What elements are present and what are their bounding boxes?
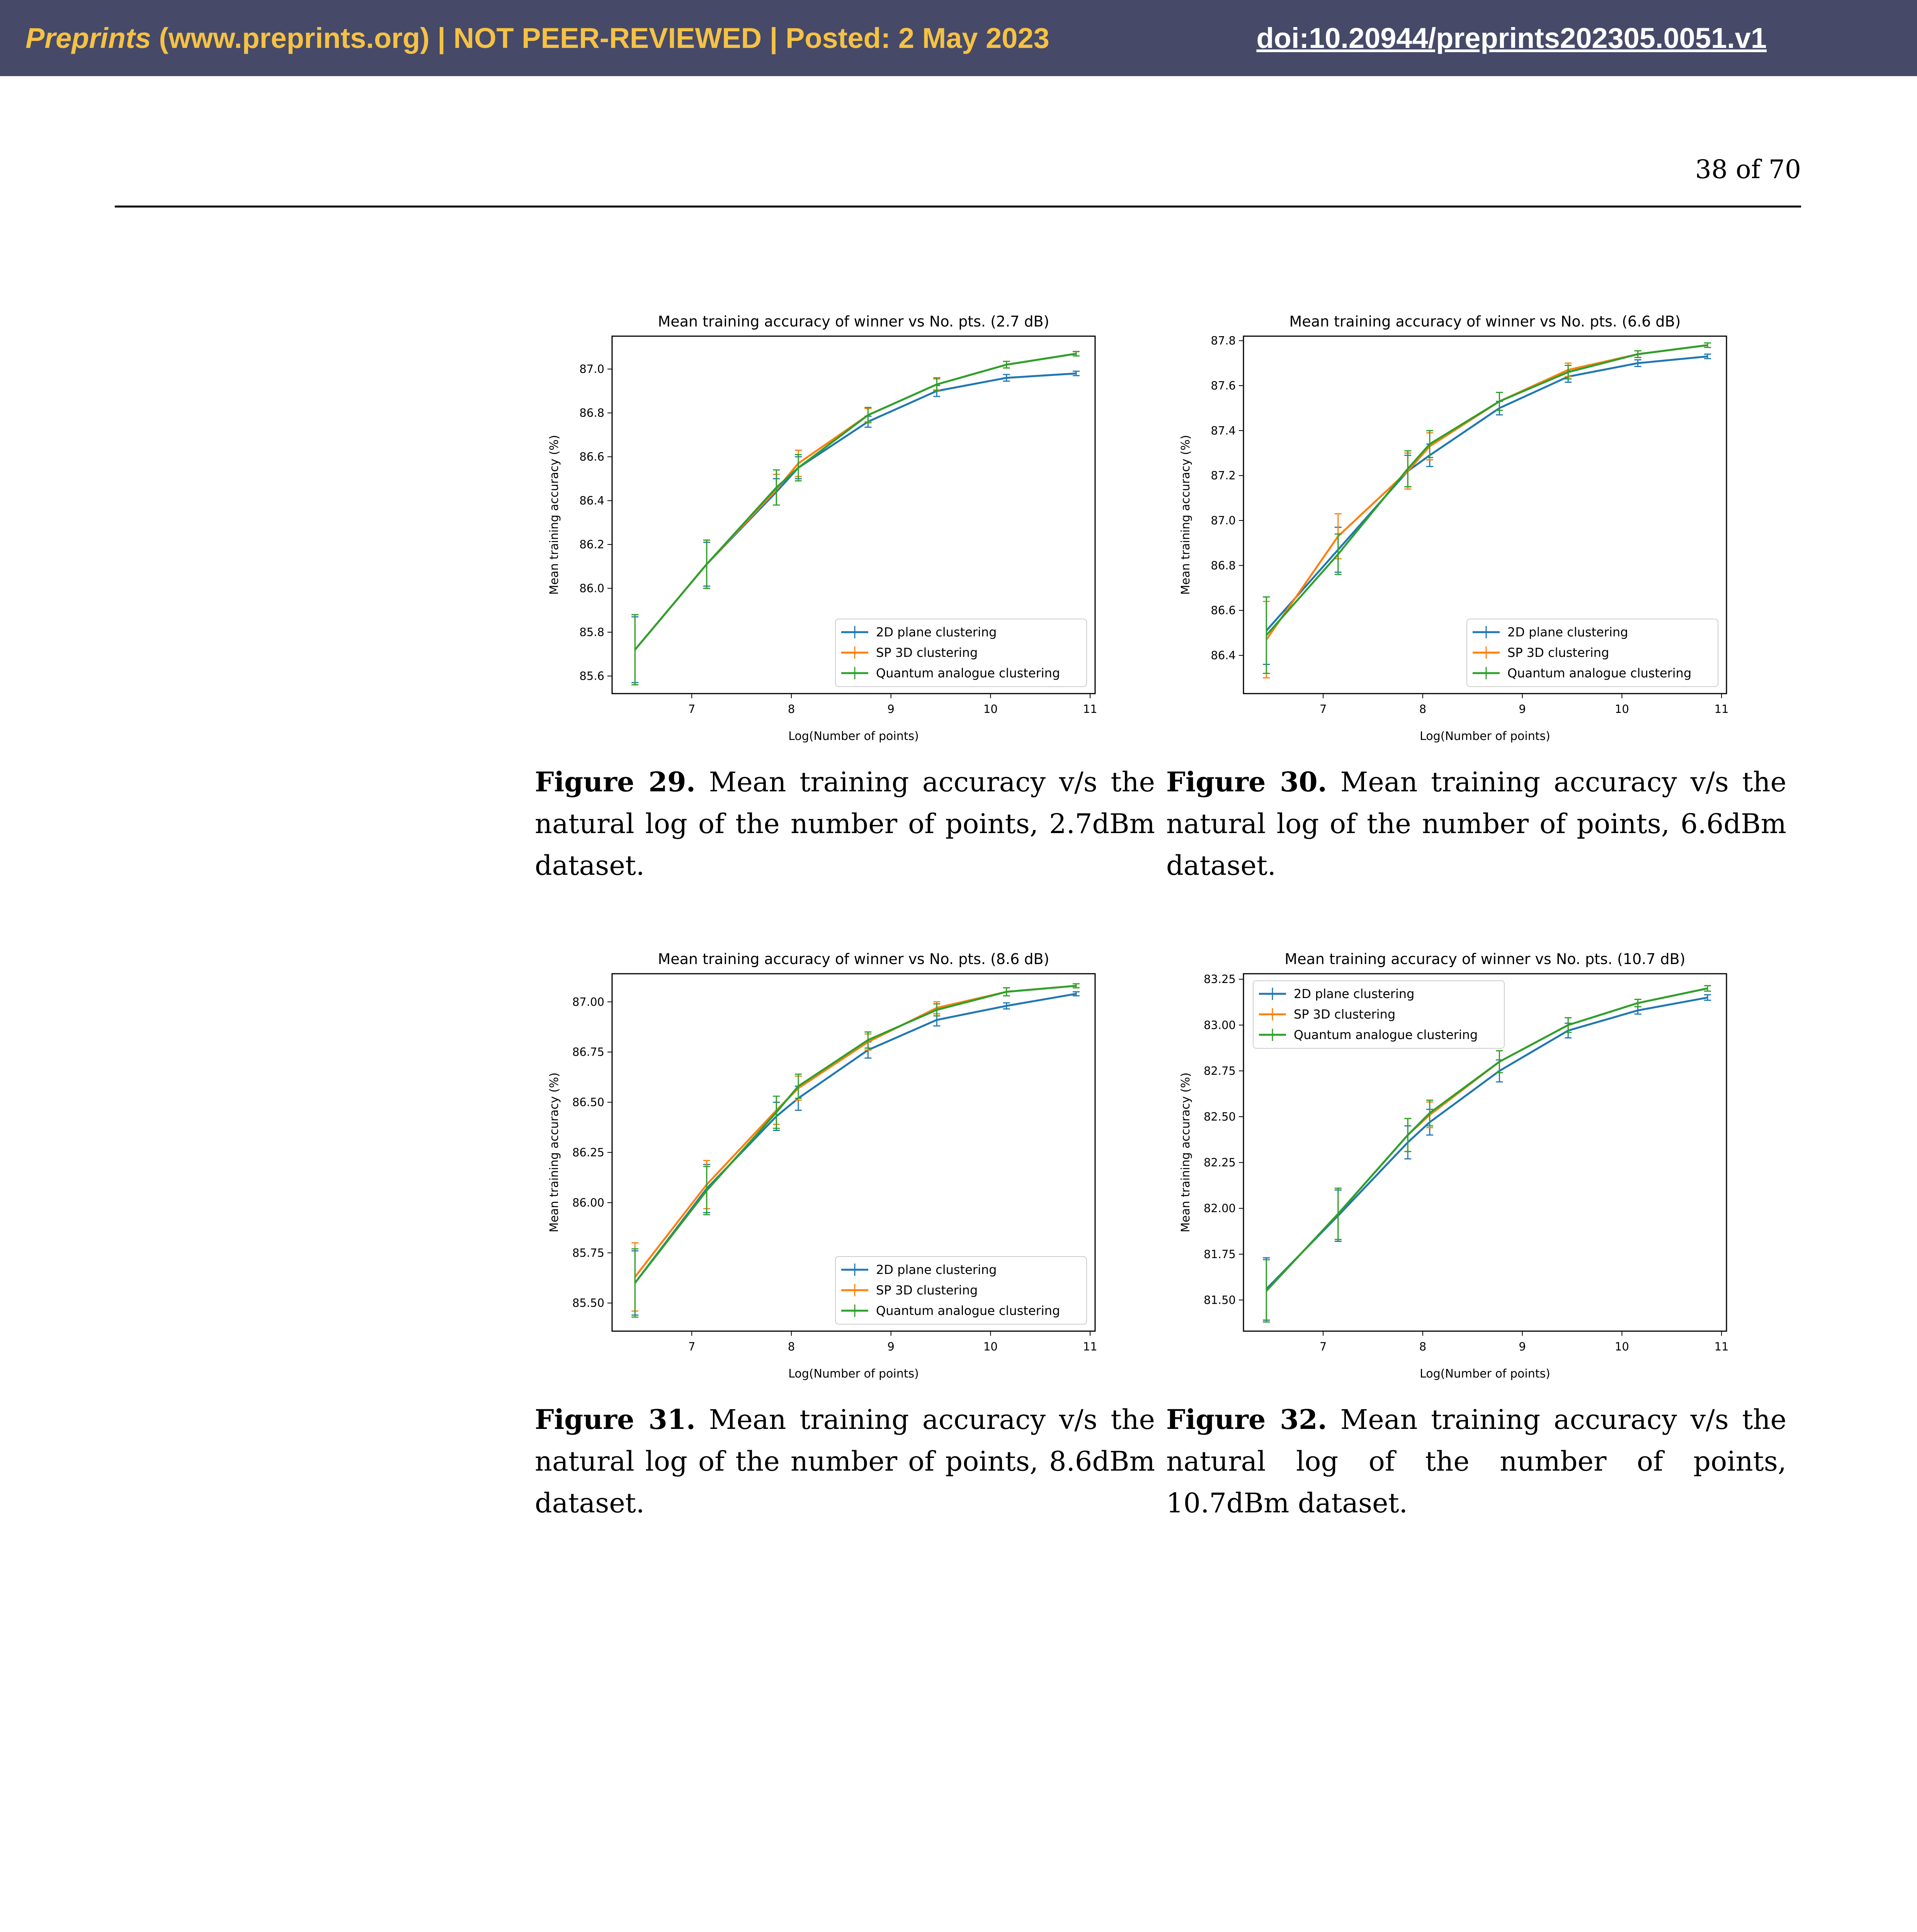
header-rule <box>115 206 1801 207</box>
y-tick-label: 87.0 <box>579 362 604 376</box>
y-tick-label: 86.00 <box>572 1196 604 1209</box>
legend-label: 2D plane clustering <box>876 1262 997 1277</box>
banner-info <box>26 0 1050 76</box>
chart-31 <box>535 947 1167 1381</box>
y-tick-label: 87.8 <box>1211 334 1236 347</box>
y-axis-label: Mean training accuracy (%) <box>548 1072 561 1233</box>
series-line <box>1266 345 1708 639</box>
x-tick-label: 7 <box>1319 702 1327 716</box>
page-number: 38 of 70 <box>1695 155 1801 184</box>
y-tick-label: 86.4 <box>579 494 604 507</box>
y-axis-label: Mean training accuracy (%) <box>548 435 561 595</box>
y-tick-label: 86.0 <box>579 582 604 595</box>
figure-label: Figure 31. <box>535 1403 696 1435</box>
figure-caption-text: Mean training accuracy v/s the natural log of the number of points, 8.6dBm dataset. <box>535 1404 1155 1519</box>
figure-label: Figure 29. <box>535 766 696 798</box>
chart-32 <box>1166 947 1798 1381</box>
x-tick-label: 9 <box>1519 1340 1526 1353</box>
y-tick-label: 85.75 <box>572 1246 604 1260</box>
y-tick-label: 86.75 <box>572 1045 604 1059</box>
y-tick-label: 83.25 <box>1203 973 1236 986</box>
x-tick-label: 8 <box>1419 702 1427 716</box>
legend-label: Quantum analogue clustering <box>1507 666 1692 680</box>
x-tick-label: 11 <box>1083 702 1097 716</box>
y-tick-label: 85.6 <box>579 669 604 683</box>
legend-label: 2D plane clustering <box>876 625 997 639</box>
y-tick-label: 82.75 <box>1203 1064 1236 1078</box>
x-tick-label: 7 <box>688 1340 696 1353</box>
x-tick-label: 8 <box>788 1340 795 1353</box>
legend-label: 2D plane clustering <box>1507 625 1628 639</box>
figure-caption-text: Mean training accuracy v/s the natural log of the number of points, 10.7dBm dataset. <box>1166 1404 1786 1519</box>
series-line <box>635 994 1076 1283</box>
x-tick-label: 11 <box>1083 1340 1097 1353</box>
figure-label: Figure 32. <box>1166 1403 1327 1435</box>
series-line <box>635 986 1076 1283</box>
legend-label: Quantum analogue clustering <box>876 666 1060 680</box>
banner-site: (www.preprints.org) <box>151 22 430 54</box>
x-tick-label: 9 <box>1519 702 1526 716</box>
x-tick-label: 10 <box>983 1340 998 1353</box>
y-tick-label: 86.50 <box>572 1095 604 1109</box>
y-tick-label: 86.2 <box>579 538 604 551</box>
y-tick-label: 87.00 <box>572 995 604 1009</box>
legend-label: SP 3D clustering <box>1294 1007 1396 1022</box>
y-tick-label: 85.8 <box>579 626 604 639</box>
y-tick-label: 87.2 <box>1211 469 1236 482</box>
x-tick-label: 9 <box>887 702 895 716</box>
chart-30 <box>1166 309 1798 743</box>
x-tick-label: 8 <box>788 702 795 716</box>
banner-brand: Preprints <box>26 22 151 54</box>
figure-caption <box>535 761 1155 886</box>
y-tick-label: 83.00 <box>1203 1018 1236 1032</box>
x-axis-label: Log(Number of points) <box>788 1367 919 1381</box>
y-tick-label: 86.4 <box>1211 649 1236 662</box>
series-line <box>635 373 1076 650</box>
y-tick-label: 85.50 <box>572 1296 604 1310</box>
legend-label: Quantum analogue clustering <box>1294 1027 1478 1042</box>
x-tick-label: 11 <box>1714 702 1729 716</box>
y-tick-label: 86.25 <box>572 1146 604 1159</box>
y-axis-label: Mean training accuracy (%) <box>1179 435 1192 595</box>
x-tick-label: 10 <box>1614 702 1629 716</box>
legend-label: 2D plane clustering <box>1294 986 1415 1001</box>
x-tick-label: 10 <box>983 702 998 716</box>
series-line <box>635 354 1076 650</box>
figure-caption <box>1166 761 1786 886</box>
x-axis-label: Log(Number of points) <box>788 730 919 743</box>
x-tick-label: 7 <box>1319 1340 1327 1353</box>
figure-caption-text: Mean training accuracy v/s the natural log of the number of points, 2.7dBm dataset. <box>535 766 1155 881</box>
y-tick-label: 81.50 <box>1203 1293 1236 1307</box>
figure-caption <box>535 1399 1155 1524</box>
x-tick-label: 10 <box>1614 1340 1629 1353</box>
doi-link[interactable]: doi:10.20944/preprints202305.0051.v1 <box>1256 22 1767 54</box>
y-tick-label: 86.8 <box>579 406 604 420</box>
y-tick-label: 87.4 <box>1211 424 1236 437</box>
x-axis-label: Log(Number of points) <box>1420 1367 1550 1381</box>
x-tick-label: 11 <box>1714 1340 1729 1353</box>
x-tick-label: 9 <box>887 1340 895 1353</box>
series-line <box>1266 356 1708 631</box>
legend-label: SP 3D clustering <box>876 1283 978 1298</box>
figure-caption-text: Mean training accuracy v/s the natural log of the number of points, 6.6dBm dataset. <box>1166 766 1786 881</box>
y-tick-label: 86.8 <box>1211 559 1236 572</box>
y-axis-label: Mean training accuracy (%) <box>1179 1072 1192 1233</box>
y-tick-label: 87.6 <box>1211 379 1236 392</box>
x-axis-label: Log(Number of points) <box>1420 730 1550 743</box>
y-tick-label: 87.0 <box>1211 514 1236 527</box>
figure-label: Figure 30. <box>1166 766 1327 798</box>
legend-label: SP 3D clustering <box>1507 645 1609 660</box>
y-tick-label: 82.25 <box>1203 1156 1236 1169</box>
chart-29 <box>535 309 1167 743</box>
chart-title: Mean training accuracy of winner vs No. pts. (10.7 dB) <box>1284 951 1686 968</box>
y-tick-label: 82.00 <box>1203 1202 1236 1215</box>
y-tick-label: 81.75 <box>1203 1247 1236 1261</box>
series-line <box>1266 345 1708 635</box>
y-tick-label: 82.50 <box>1203 1110 1236 1123</box>
y-tick-label: 86.6 <box>1211 604 1236 617</box>
x-tick-label: 8 <box>1419 1340 1427 1353</box>
series-line <box>635 354 1076 650</box>
banner-status: | NOT PEER-REVIEWED | Posted: 2 May 2023 <box>429 22 1050 54</box>
legend-label: Quantum analogue clustering <box>876 1303 1060 1318</box>
series-line <box>635 986 1076 1277</box>
chart-title: Mean training accuracy of winner vs No. pts. (2.7 dB) <box>658 313 1050 330</box>
chart-title: Mean training accuracy of winner vs No. pts. (6.6 dB) <box>1289 313 1681 330</box>
chart-title: Mean training accuracy of winner vs No. pts. (8.6 dB) <box>658 951 1050 968</box>
x-tick-label: 7 <box>688 702 696 716</box>
legend-label: SP 3D clustering <box>876 645 978 660</box>
preprint-banner <box>0 0 1917 76</box>
figure-caption <box>1166 1399 1786 1524</box>
y-tick-label: 86.6 <box>579 450 604 464</box>
